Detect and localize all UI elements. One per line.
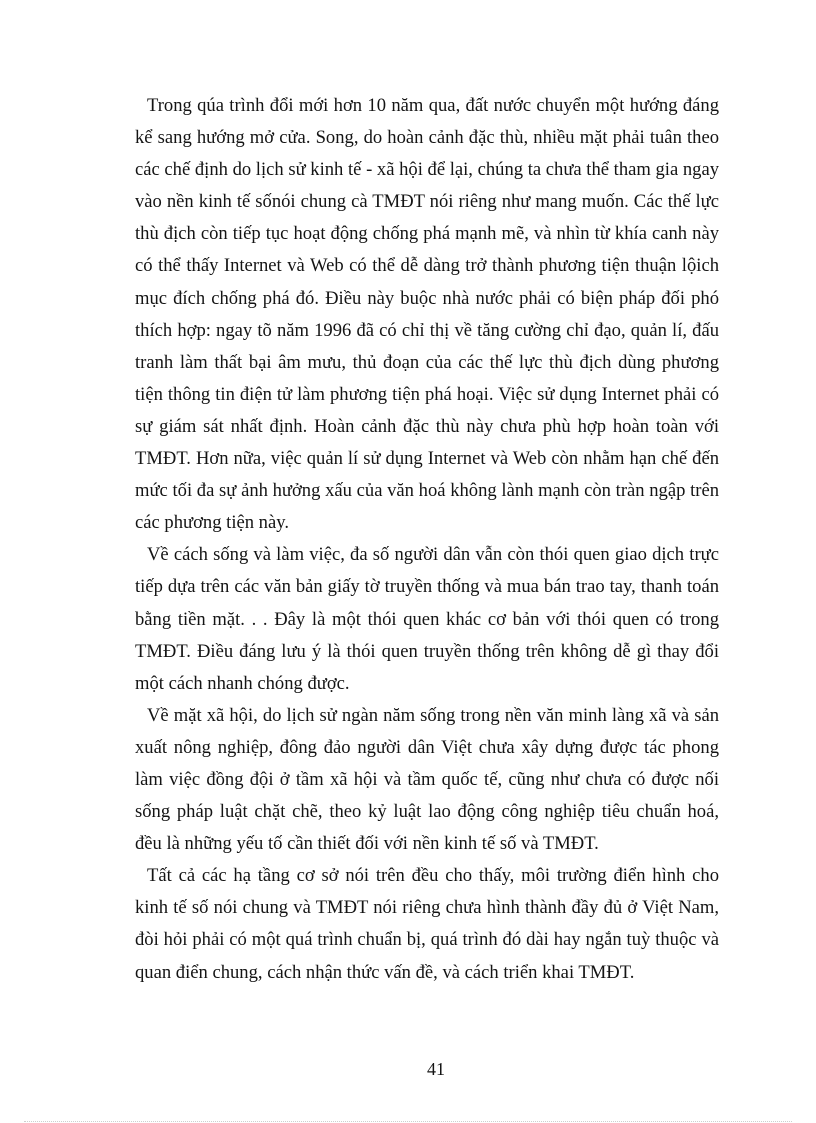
page-number: 41 [427,1059,445,1079]
body-text [135,90,719,989]
paragraph-3: Về mặt xã hội, do lịch sử ngàn năm sống trong nền văn minh làng xã và sản xuất nông nghiệp, đông đảo người dân Việt chưa xây dựng được tác phong làm việc đồng đội ở tầm xã hội và tầm quốc tế, cũng như chưa có được nối sống pháp luật chặt chẽ, theo kỷ luật lao động công nghiệp tiêu chuẩn hoá, đều là những yếu tố cần thiết đối với nền kinh tế số và TMĐT. [135,704,719,855]
paragraph-4: Tất cả các hạ tầng cơ sở nói trên đều cho thấy, môi trường điển hình cho kinh tế số nói chung và TMĐT nói riêng chưa hình thành đầy đủ ở Việt Nam, đòi hỏi phải có một quá trình chuẩn bị, quá trình đó dài hay ngắn tuỳ thuộc và quan điển chung, cách nhận thức vấn đề, và cách triển khai TMĐT. [135,865,719,983]
paragraph-2: Về cách sống và làm việc, đa số người dân vẫn còn thói quen giao dịch trực tiếp dựa trên các văn bản giấy tờ truyền thống và mua bán trao tay, thanh toán bằng tiền mặt. . . Đây là một thói quen khác cơ bản với thói quen có trong TMĐT. Điều đáng lưu ý là thói quen truyền thống trên không dễ gì thay đổi một cách nhanh chóng được. [135,544,719,694]
page-bottom-divider [24,1121,792,1122]
paragraph-1: Trong qúa trình đổi mới hơn 10 năm qua, đất nước chuyển một hướng đáng kể sang hướng mở cửa. Song, do hoàn cảnh đặc thù, nhiều mặt phải tuân theo các chế định do lịch sử kinh tế - xã hội để lại, chúng ta chưa thể tham gia ngay vào nền kinh tế sốnói chung cà TMĐT nói riêng như mang muốn. Các thế lực thù địch còn tiếp tục hoạt động chống phá mạnh mẽ, và nhìn từ khía canh này có thể thấy Internet và Web có thể dễ dàng trở thành phương tiện thuận lộich mục đích chống phá đó. Điều này buộc nhà nước phải có biện pháp đối phó thích hợp: ngay tõ năm 1996 đã có chỉ thị về tăng cường chỉ đạo, quản lí, đấu tranh làm thất bại âm mưu, thủ đoạn của các thế lực thù địch dùng phương tiện thông tin điện tử làm phương tiện phá hoại. Việc sử dụng Internet phải có sự giám sát nhất định. Hoàn cảnh đặc thù này chưa phù hợp hoàn toàn với TMĐT. Hơn nữa, việc quản lí sử dụng Internet và Web còn nhằm hạn chế đến mức tối đa sự ảnh hưởng xấu của văn hoá không lành mạnh còn tràn ngập trên các phương tiện này. [135,95,719,534]
